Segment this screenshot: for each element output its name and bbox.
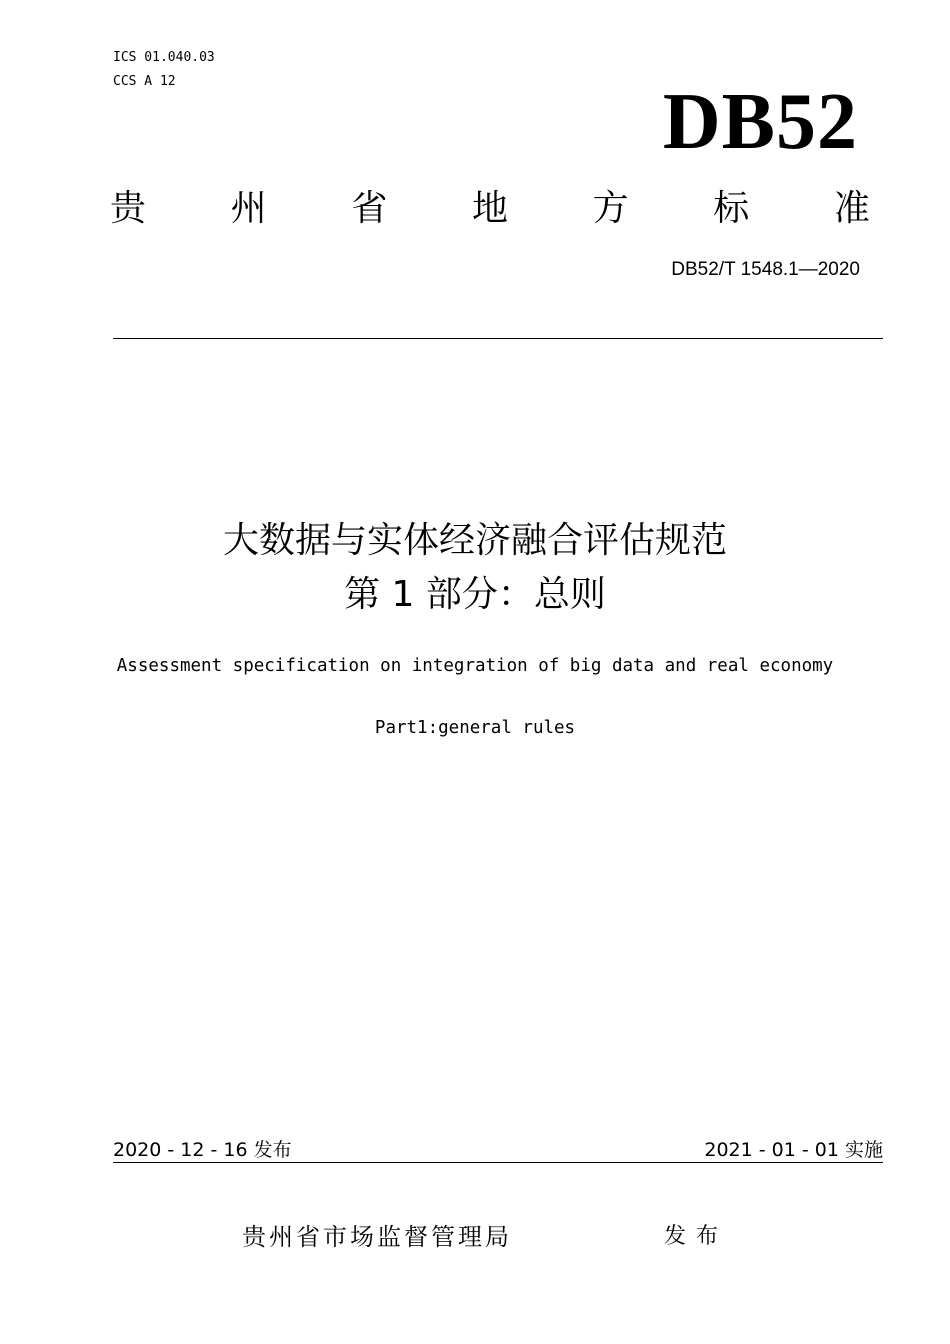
issue-date: 2020 - 12 - 16 发布 — [113, 1139, 292, 1161]
ics-code: ICS 01.040.03 — [113, 50, 215, 65]
top-divider — [113, 338, 883, 339]
issuer: 贵州省市场监督管理局 — [242, 1223, 512, 1251]
standard-type-char: 方 — [592, 188, 629, 229]
standard-type-char: 州 — [230, 188, 267, 229]
title-en-line1: Assessment specification on integration of big data and real economy — [116, 656, 834, 676]
implement-date: 2021 - 01 - 01 实施 — [704, 1139, 883, 1161]
standard-type-char: 地 — [471, 188, 508, 229]
standard-type-char: 贵 — [110, 188, 147, 229]
standard-type-char: 标 — [713, 188, 750, 229]
standard-number: DB52/T 1548.1—2020 — [671, 259, 860, 280]
issue-word: 发布 — [664, 1224, 729, 1249]
ccs-code: CCS A 12 — [113, 74, 176, 89]
title-cn-line2: 第 1 部分：总则 — [344, 574, 606, 615]
standard-type-char: 省 — [351, 188, 388, 229]
title-en-line2: Part1:general rules — [374, 718, 576, 738]
standard-logo: DB52 — [662, 78, 858, 166]
standard-type-char: 准 — [833, 188, 870, 229]
bottom-divider — [113, 1162, 883, 1163]
title-cn-line1: 大数据与实体经济融合评估规范 — [222, 520, 727, 561]
standard-type — [110, 187, 870, 231]
